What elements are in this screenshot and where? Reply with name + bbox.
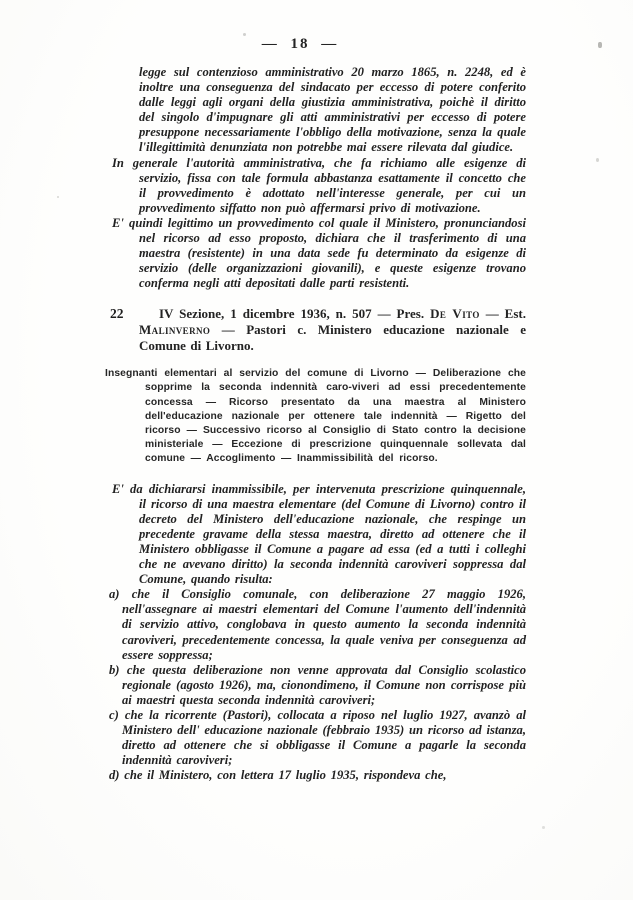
maxim-paragraph-continued: legge sul contenzioso amministrativo 20 marzo 1865, n. 2248, ed è inoltre una conseguenza del sindacato per eccesso di potere conferito dalle leggi agli organi della giustizia amministrativa, poichè il diritto del singolo d'impugnare gli atti amministrativi per eccesso di potere presuppone necessariamente l'obbligo della motivazione, senza la quale l'illegittimità denunziata non potrebbe mai essere rilevata dal giudice. xyxy=(139,65,526,155)
scan-speckle xyxy=(243,33,246,36)
maxim-paragraph: In generale l'autorità amministrativa, che fa richiamo alle esigenze di servizio, fissa con tale formula abbastanza esattamente il concetto che il provvedimento è adottato nell'interesse generale, per cui un provvedimento siffatto non può affermarsi privo di motivazione. xyxy=(112,155,526,215)
scan-speckle xyxy=(542,826,545,829)
decision-maxim xyxy=(109,481,526,784)
decision-item-c: c) che la ricorrente (Pastori), collocata a riposo nel luglio 1927, avanzò al Ministero dell' educazione nazionale (febbraio 1935) un ricorso ad istanza, diretto ad ottenere che si obbligasse il Comune a pagarle la seconda indennità caroviveri; xyxy=(109,708,526,768)
case-citation-text: IV Sezione, 1 dicembre 1936, n. 507 — Pres. xyxy=(159,306,431,322)
case-citation-text: — Est. xyxy=(479,306,526,322)
case-headnote: Insegnanti elementari al servizio del comune di Livorno — Deliberazione che sopprime la seconda indennità caro-viveri ad essi precedentemente concessa — Ricorso presentato da una maestra al Ministero dell'educazione nazionale per ottenere tale indennità — Rigetto del ricorso — Successivo ricorso al Consiglio di Stato contro la decisione ministeriale — Eccezione di prescrizione quinquennale sollevata dal comune — Accoglimento — Inammissibilità del ricorso. xyxy=(105,368,526,465)
scan-speckle xyxy=(596,158,599,162)
decision-item-b: b) che questa deliberazione non venne approvata dal Consiglio scolastico regionale (agosto 1926), ma, cionondimeno, il Comune non corrispose più ai maestri questa seconda indennità caroviveri; xyxy=(109,662,526,707)
decision-item-a: a) che il Consiglio comunale, con deliberazione 27 maggio 1926, nell'assegnare ai maestri elementari del Comune l'aumento dell'indennità di servizio attivo, conglobava in questo aumento la seconda indennità caroviveri, precedentemente concessa, la quale veniva per conseguenza ad essere soppressa; xyxy=(109,587,526,662)
text-column xyxy=(105,65,526,783)
scan-speckle xyxy=(598,42,602,48)
case-heading xyxy=(112,306,526,353)
case-citation xyxy=(112,306,526,353)
case-estensore-name: Malinverno xyxy=(139,322,211,337)
scan-speckle xyxy=(57,196,59,198)
maxim-paragraph: E' quindi legittimo un provvedimento col quale il Ministero, pronunciandosi nel ricorso ad esso proposto, dichiara che il trasferimento di una maestra (resistente) in una data sede fu determinato da esigenze di servizio (delle organizzazioni giovanili), e queste esigenze trovano conferma negli atti depositati dalle parti resistenti. xyxy=(112,215,526,291)
case-president-name: De Vito xyxy=(430,306,480,322)
case-sequence-number: 22 xyxy=(110,306,124,322)
page-number: — 18 — xyxy=(261,36,339,52)
case-parties-text: — Pastori c. Ministero educazione nazionale e Comune di Livorno. xyxy=(139,322,526,353)
decision-item-d: d) che il Ministero, con lettera 17 luglio 1935, rispondeva che, xyxy=(109,768,447,783)
decision-intro: E' da dichiararsi inammissibile, per intervenuta prescrizione quinquennale, il ricorso di una maestra elementare (del Comune di Livorno) contro il decreto del Ministero dell'educazione nazionale, che respinge un precedente gravame della stessa maestra, diretto ad ottenere che il Ministero obbligasse il Comune a pagare ad essa (ed a tutti i colleghi che ne avevano diritto) la seconda indennità caroviveri soppressa dal Comune, quando risulta: xyxy=(112,481,526,587)
